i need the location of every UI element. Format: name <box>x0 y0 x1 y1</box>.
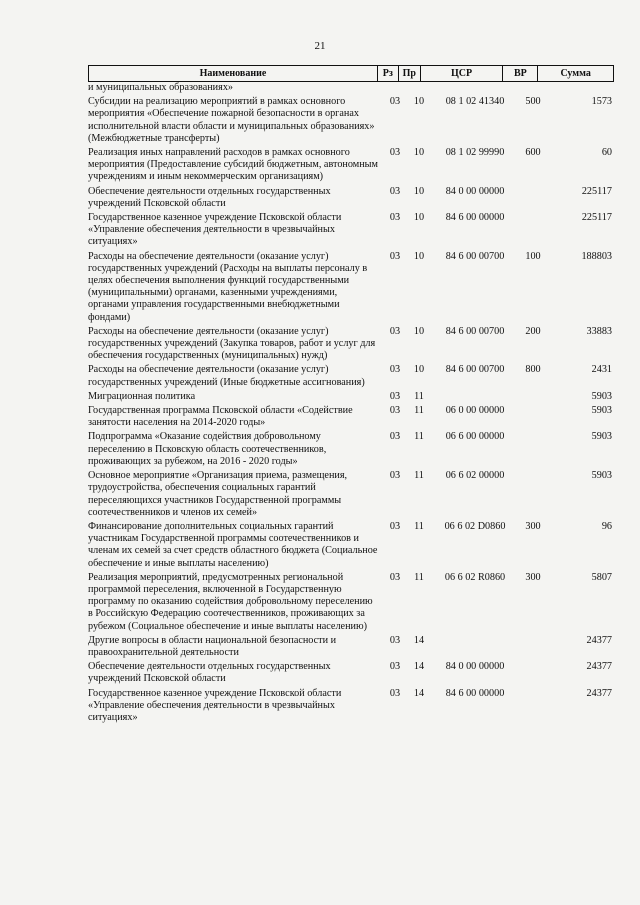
row-name: Миграционная политика <box>88 390 196 402</box>
row-pr: 11 <box>414 431 424 443</box>
row-vr: 100 <box>525 250 541 262</box>
row-name: Финансирование дополнительных социальных гарантий участникам Государственной программы соотечественников и членам их семей за счет средств областного бюджета (Социальное обеспечение и иные выплаты населению) <box>88 520 378 569</box>
row-vr: 300 <box>525 571 541 583</box>
table-row <box>88 688 614 725</box>
row-vr <box>519 470 547 519</box>
row-name: Реализация мероприятий, предусмотренных региональной программой переселения, включенной в Государственную программу по оказанию содействия добровольному переселению в Российскую Федерацию соотечественников, проживающих за рубежом (Социальное обеспечение и иные выплаты населению) <box>88 571 373 632</box>
row-sum: 96 <box>601 520 612 532</box>
row-pr: 14 <box>413 661 425 673</box>
row-rz: 03 <box>389 185 401 197</box>
row-csr: 84 6 00 00000 <box>445 212 505 224</box>
row-vr: 500 <box>525 96 541 108</box>
row-name: Государственное казенное учреждение Псковской области «Управление обеспечения деятельности в чрезвычайных ситуациях» <box>88 212 342 248</box>
row-csr: 84 6 00 00700 <box>445 325 505 337</box>
row-csr: 08 1 02 41340 <box>445 96 505 108</box>
row-rz: 03 <box>389 147 401 159</box>
row-sum: 5807 <box>591 571 612 583</box>
row-csr: 84 6 00 00700 <box>445 364 505 376</box>
table-row <box>88 521 614 570</box>
row-csr: 08 1 02 99990 <box>445 147 505 159</box>
row-pr: 11 <box>414 520 424 532</box>
row-csr <box>431 82 519 94</box>
row-sum <box>547 82 614 94</box>
row-sum: 5903 <box>591 431 612 443</box>
row-pr: 11 <box>414 390 424 402</box>
row-csr: 06 6 00 00000 <box>445 431 505 443</box>
row-rz: 03 <box>389 571 401 583</box>
row-rz: 03 <box>389 325 401 337</box>
row-pr: 10 <box>413 147 425 159</box>
header-pr: Пр <box>399 66 421 81</box>
row-rz: 03 <box>389 405 401 417</box>
row-vr <box>519 661 547 685</box>
row-vr: 200 <box>525 325 541 337</box>
row-vr: 800 <box>525 364 541 376</box>
table-row <box>88 470 614 519</box>
row-vr <box>519 688 547 725</box>
header-name: Наименование <box>89 66 378 81</box>
row-vr <box>519 212 547 249</box>
row-csr: 84 0 00 00000 <box>445 661 505 673</box>
row-pr: 10 <box>413 364 425 376</box>
row-name: Расходы на обеспечение деятельности (оказание услуг) государственных учреждений (Расходы на выплаты персоналу в целях обеспечения выполнения функций государственными (муниципальными) органами, казенными учреждениями, органами управления государственными внебюджетными фондами) <box>88 250 368 323</box>
row-name: Обеспечение деятельности отдельных государственных учреждений Псковской области <box>88 185 331 209</box>
row-csr <box>431 391 519 403</box>
row-vr: 600 <box>525 147 541 159</box>
table-row <box>88 186 614 210</box>
table-row <box>88 147 614 184</box>
table-row <box>88 661 614 685</box>
table-row <box>88 572 614 633</box>
row-rz: 03 <box>389 431 401 443</box>
table-row <box>88 391 614 403</box>
row-name: Реализация иных направлений расходов в рамках основного мероприятия (Предоставление субсидий бюджетным, автономным учреждениям и иным некоммерческим организациям) <box>88 147 378 183</box>
row-sum: 5903 <box>591 405 612 417</box>
row-sum: 33883 <box>586 325 612 337</box>
row-csr: 06 6 02 00000 <box>445 470 505 482</box>
row-csr: 84 6 00 00000 <box>445 687 505 699</box>
table-row <box>88 635 614 659</box>
row-vr <box>519 405 547 429</box>
row-sum: 24377 <box>586 661 612 673</box>
row-pr <box>407 82 431 94</box>
row-pr: 10 <box>413 185 425 197</box>
row-name: Субсидии на реализацию мероприятий в рамках основного мероприятия «Обеспечение пожарной безопасности в органах исполнительной власти области и муниципальных образованиях» (Межбюджетные трансферты) <box>88 96 375 144</box>
header-rz: Рз <box>378 66 399 81</box>
header-csr: ЦСР <box>421 66 504 81</box>
row-rz: 03 <box>389 520 401 532</box>
row-sum: 60 <box>601 147 612 159</box>
header-sum: Сумма <box>560 68 591 79</box>
row-rz: 03 <box>389 390 401 402</box>
table-row <box>88 326 614 363</box>
row-name: Расходы на обеспечение деятельности (оказание услуг) государственных учреждений (Закупка товаров, работ и услуг для обеспечения государственных (муниципальных) нужд) <box>88 325 376 362</box>
row-csr: 06 6 02 R0860 <box>444 571 506 583</box>
table-row <box>88 251 614 324</box>
row-vr: 300 <box>525 520 541 532</box>
row-sum: 225117 <box>581 212 612 224</box>
row-name: Основное мероприятие «Организация приема, размещения, трудоустройства, обеспечения социальных гарантий переселяющихся участников Государственной программы соотечественников и членов их семей» <box>88 470 348 518</box>
table-row <box>88 96 614 145</box>
row-rz: 03 <box>389 661 401 673</box>
row-vr <box>519 431 547 468</box>
table-body <box>88 82 614 724</box>
table-header <box>88 65 614 82</box>
table-row <box>88 431 614 468</box>
row-rz: 03 <box>389 634 401 646</box>
row-csr: 84 0 00 00000 <box>445 185 505 197</box>
row-pr: 10 <box>413 325 425 337</box>
row-name: и муниципальных образованиях» <box>88 82 234 93</box>
row-pr: 11 <box>414 571 424 583</box>
row-name: Подпрограмма «Оказание содействия добровольному переселению в Псковскую область соотечественников, проживающих за рубежом, на 2016 - 2020 годы» <box>88 431 327 467</box>
row-rz: 03 <box>389 212 401 224</box>
table-row <box>88 405 614 429</box>
row-pr: 14 <box>413 634 425 646</box>
row-name: Другие вопросы в области национальной безопасности и правоохранительной деятельности <box>88 634 337 658</box>
row-pr: 11 <box>414 405 424 417</box>
header-vr: ВР <box>503 66 538 81</box>
row-sum: 5903 <box>591 390 612 402</box>
row-rz: 03 <box>389 96 401 108</box>
row-name: Государственная программа Псковской области «Содействие занятости населения на 2014-2020 годы» <box>88 405 353 429</box>
row-name: Обеспечение деятельности отдельных государственных учреждений Псковской области <box>88 661 331 685</box>
row-vr <box>519 82 547 94</box>
row-csr: 06 6 02 D0860 <box>444 520 506 532</box>
table-row <box>88 212 614 249</box>
row-rz: 03 <box>389 250 401 262</box>
row-vr <box>519 186 547 210</box>
row-rz: 03 <box>389 364 401 376</box>
row-pr: 11 <box>414 470 424 482</box>
row-sum: 225117 <box>581 185 612 197</box>
row-pr: 10 <box>413 96 425 108</box>
row-pr: 14 <box>413 687 425 699</box>
row-csr <box>431 635 519 659</box>
row-vr <box>519 391 547 403</box>
row-sum: 1573 <box>591 96 612 108</box>
row-sum: 24377 <box>586 634 612 646</box>
row-rz: 03 <box>389 470 401 482</box>
row-name: Государственное казенное учреждение Псковской области «Управление обеспечения деятельности в чрезвычайных ситуациях» <box>88 687 342 723</box>
row-csr: 06 0 00 00000 <box>445 405 505 417</box>
row-pr: 10 <box>413 212 425 224</box>
row-rz <box>383 82 407 94</box>
row-sum: 2431 <box>591 364 612 376</box>
row-sum: 24377 <box>586 687 612 699</box>
row-name: Расходы на обеспечение деятельности (оказание услуг) государственных учреждений (Иные бюджетные ассигнования) <box>88 364 365 388</box>
page-number: 21 <box>314 40 326 52</box>
row-rz: 03 <box>389 687 401 699</box>
table-row <box>88 364 614 388</box>
row-sum: 5903 <box>591 470 612 482</box>
budget-table <box>88 65 614 724</box>
row-pr: 10 <box>413 250 425 262</box>
row-vr <box>519 635 547 659</box>
row-csr: 84 6 00 00700 <box>445 250 505 262</box>
row-sum: 188803 <box>581 250 612 262</box>
table-row <box>88 82 614 94</box>
